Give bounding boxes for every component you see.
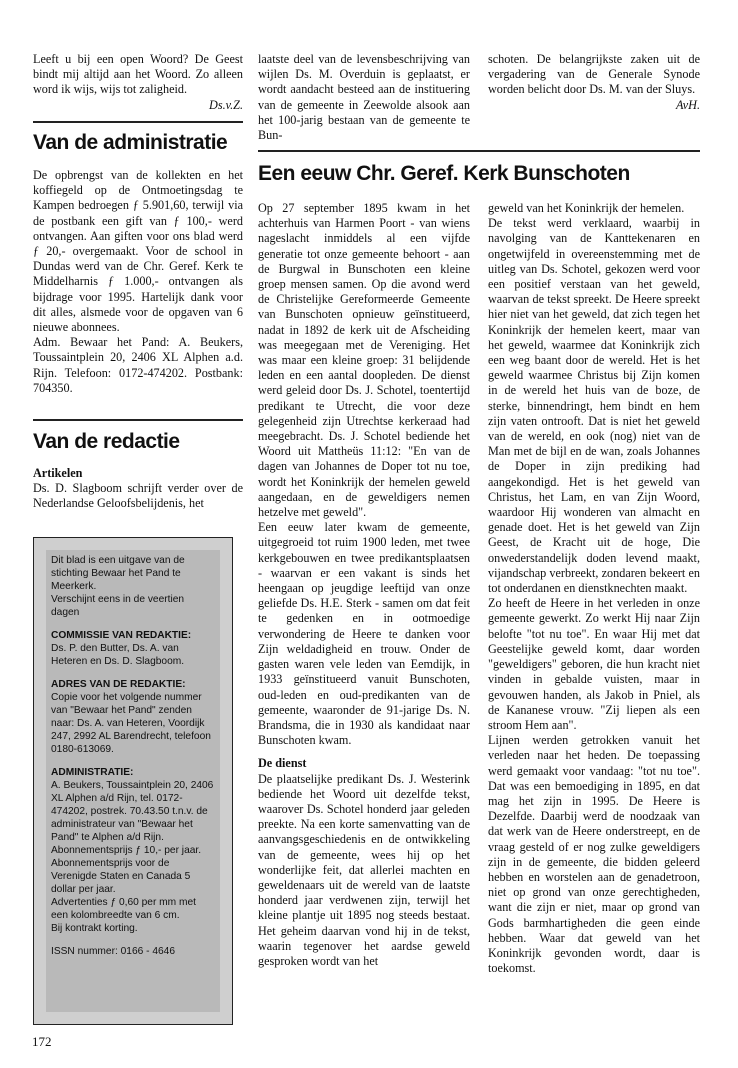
article-title: Een eeuw Chr. Geref. Kerk Bunschoten: [258, 162, 630, 185]
colophon-publisher: Dit blad is een uitgave van de stichting Bewaar het Pand te Meerkerk.: [51, 555, 185, 592]
colophon-admin-price: Abonnementsprijs ƒ 10,- per jaar. Abonnementsprijs voor de Verenigde Staten en Canada 5 dollar per jaar.: [51, 845, 202, 895]
divider-redactie: [33, 419, 243, 421]
colophon-adres: Copie voor het volgende nummer van "Bewaar het Pand" zenden naar: Ds. A. van Heteren, Voordijk 247, 2992 AL Barendrecht, telefoon 0180-613069.: [51, 692, 211, 755]
heading-redactie: Van de redactie: [33, 430, 180, 453]
colophon-admin-discount: Bij kontrakt korting.: [51, 923, 138, 934]
article-column-3: [488, 201, 700, 976]
heading-administratie: Van de administratie: [33, 131, 228, 154]
intro-signature: Ds.v.Z.: [209, 97, 243, 112]
admin-paragraph-1: De opbrengst van de kollekten en het koffiegeld op de Ontmoetingsdag te Kampen bedroegen ƒ 5.901,60, terwijl via de postbank een gift van ƒ 100,- werd ontvangen. Aan giften voor ons blad werd ƒ 20,- overgemaakt. Voor de school in Dundas werd van de Chr. Geref. Kerk te Middelharnis ƒ 1.000,- ontvangen als bijdrage voor 1995. Hartelijk dank voor dit alles, alsmede voor de opgaven van 6 nieuwe abonnees.: [33, 168, 243, 335]
article-paragraph-3: De plaatselijke predikant Ds. J. Westerink bediende het Woord uit dezelfde tekst, waarover Ds. Schotel honderd jaar geleden preekte. Na een korte samenvatting van de aanvangsgeschiedenis en de ontwikkeling van de gemeente, wees hij op het wonderlijke feit, dat allerlei machten en geweldenaars uit de wereld van de laatste honderd jaar verdwenen zijn, terwijl het kleine plantje uit 1895 nog steeds bestaat. Het geheim daarvan vond hij in de tekst, waarin tegenover het aardse geweld gesproken wordt van het: [258, 771, 470, 968]
colophon-admin-ads: Advertenties ƒ 0,60 per mm met een kolombreedte van 6 cm.: [51, 897, 196, 921]
redactie-paragraph: Ds. D. Slagboom schrijft verder over de Nederlandse Geloofsbelijdenis, het: [33, 481, 243, 511]
colophon-heading-administratie: ADMINISTRATIE:: [51, 767, 134, 778]
article-paragraph-1: Op 27 september 1895 kwam in het achterhuis van Harmen Poort - van wiens nageslacht inmiddels al een vijfde generatie tot onze gemeente behoort - aan de Burgwal in Bunschoten een kleine groep mensen samen. Op die avond werd de Christelijke Gereformeerde Gemeente van Bunschoten opnieuw geïnstitueerd, nadat in 1892 de kerk uit de Afscheiding was meegegaan met de Vereniging. Het was maar een kleine groep: 31 belijdende leden en een aantal doopleden. De dienst werd geleid door Ds. J. Schotel, toentertijd predikant te Utrecht, die voor deze gelegenheid zijn Utrechtse kerkeraad had meegebracht. Ds. J. Schotel bediende het Woord uit Mattheüs 11:12: "En van de dagen van Johannes de Doper tot nu toe, wordt het Koninkrijk der hemelen geweld aangedaan, en de geweldigers nemen hetzelve met geweld".: [258, 201, 470, 520]
colophon-content: [46, 550, 220, 1012]
subheading-artikelen: Artikelen: [33, 466, 83, 480]
subheading-de-dienst: De dienst: [258, 756, 307, 771]
article-paragraph-7: Lijnen werden getrokken vanuit het verleden naar het heden. De toepassing werd gemaakt voor vandaag: "tot nu toe". Dat was een bemoediging in 1895, en dat mag het zijn in 1995. De Heere is Dezelfde. Daarbij werd de noodzaak van dat werk van de Heere onderstreept, en de vraag gesteld of er nog zulke geweldigers zijn in de gemeente, die bidden geleerd hebben en worstelen aan de genadetroon, niet op grond van onze gerechtigheden, want die zijn er niet, maar op grond van Gods barmhartigheden die geen einde hebben. Waar dat geweld van het Koninkrijk gevonden wordt, daar is toekomst.: [488, 733, 700, 976]
colophon-commissie: Ds. P. den Butter, Ds. A. van Heteren en Ds. D. Slagboom.: [51, 643, 185, 667]
colophon-intro: [51, 554, 215, 619]
article-paragraph-5: De tekst werd verklaard, waarbij in navolging van de Kanttekenaren en ongetwijfeld in overeenstemming met de uitleg van Ds. Schotel, gekozen werd voor een positief verstaan van het geweld, waarvan de tekst spreekt. De Heere spreekt hier niet van het geweld, dat zich tegen het Koninkrijk der hemelen keert, maar van het geweld, waarmee dat Koninkrijk zich een weg baant door de wereld. Het is het geweld waarmee Christus bij Zijn komen in de wereld het huis van de boze, de sterke, binnendringt, hem bindt en hem zijn vaten ontrooft. Dat is niet het geweld van de wereld, en ook (nog) niet van de Man met de bijl en de wan, zoals Johannes de Doper in zijn prediking had aangekondigd. Het is het geweld van Christus, het Lam, en van Zijn Woord, waardoor Hij wonderen van almacht en genade doet. Het is het geweld van Zijn Geest, de Kracht uit de hoge, Die onwederstandelijk doden levend maakt, vijandschap verbreekt, zondaren bekeert en tot onderdanen en dienstknechten maakt.: [488, 216, 700, 596]
admin-paragraph-2: Adm. Bewaar het Pand: A. Beukers, Toussaintplein 20, 2406 XL Alphen a.d. Rijn. Telefoon: 0172-474202. Postbank: 704350.: [33, 335, 243, 395]
article-paragraph-6: Zo heeft de Heere in het verleden in onze gemeente gewerkt. Zo werkt Hij naar Zijn belofte "tot nu toe". En waar Hij met dat Geestelijke geweld komt, daar worden "geweldigers" geboren, die hun kracht niet vinden in gebalde vuisten, maar in gevouwen handen, als Jakob in Pniel, als de Kananese vrouw. "Zij liepen als een stroom Hem aan".: [488, 596, 700, 732]
colophon-heading-adres: ADRES VAN DE REDAKTIE:: [51, 679, 186, 690]
divider-admin: [33, 121, 243, 123]
divider-article: [258, 150, 700, 152]
top-column-3: [488, 52, 700, 113]
colophon-issn: ISSN nummer: 0166 - 4646: [51, 946, 176, 957]
admin-section: [33, 168, 243, 396]
colophon-administratie: [51, 779, 215, 935]
colophon-frequency: Verschijnt eens in de veertien dagen: [51, 594, 185, 618]
article-paragraph-2: Een eeuw later kwam de gemeente, uitgegroeid tot ruim 1900 leden, met twee kerkgebouwen en twee predikantsplaatsen - waarvan er een vakant is sinds het heengaan op jeugdige leeftijd van onze geliefde Ds. H.E. Sterk - samen om dat feit te gedenken en in ootmoedige verwondering de Heere te danken voor Zijn weldadigheid en trouw. Onder de gasten waren vele leden van Eemdijk, in 1933 geïnstitueerd vanuit Bunschoten, oud-leden en oud-predikanten van de gemeente, waaronder de 91-jarige Ds. N. Brandsma, die in 1930 als kandidaat naar Bunschoten kwam.: [258, 520, 470, 748]
article-column-2: [258, 201, 470, 969]
article-paragraph-4: geweld van het Koninkrijk der hemelen.: [488, 201, 685, 215]
page-number: 172: [32, 1034, 52, 1049]
top-column-3-text: schoten. De belangrijkste zaken uit de vergadering van de Generale Synode worden belicht door Ds. M. van der Sluys.: [488, 52, 700, 97]
top-column-2-text: laatste deel van de levensbeschrijving van wijlen Ds. M. Overduin is geplaatst, er wordt aandacht besteed aan de instituering van de gemeente in Zeewolde alsook aan het 100-jarig bestaan van de gemeente te Bun-: [258, 52, 470, 143]
intro-column: [33, 52, 243, 113]
colophon-heading-commissie: COMMISSIE VAN REDAKTIE:: [51, 630, 192, 641]
top-column-3-signature: AvH.: [675, 97, 700, 112]
intro-text: Leeft u bij een open Woord? De Geest bindt mij altijd aan het Woord. Zo alleen word ik wijs, wijs tot zaligheid.: [33, 52, 243, 97]
redactie-section: [33, 466, 243, 512]
top-column-2: [258, 52, 470, 143]
colophon-box: [33, 537, 233, 1025]
colophon-admin-address: A. Beukers, Toussaintplein 20, 2406 XL Alphen a/d Rijn, tel. 0172-474202, postrek. 70.43.50 t.n.v. de administrateur van "Bewaar het Pand" te Alphen a/d Rijn.: [51, 780, 214, 843]
